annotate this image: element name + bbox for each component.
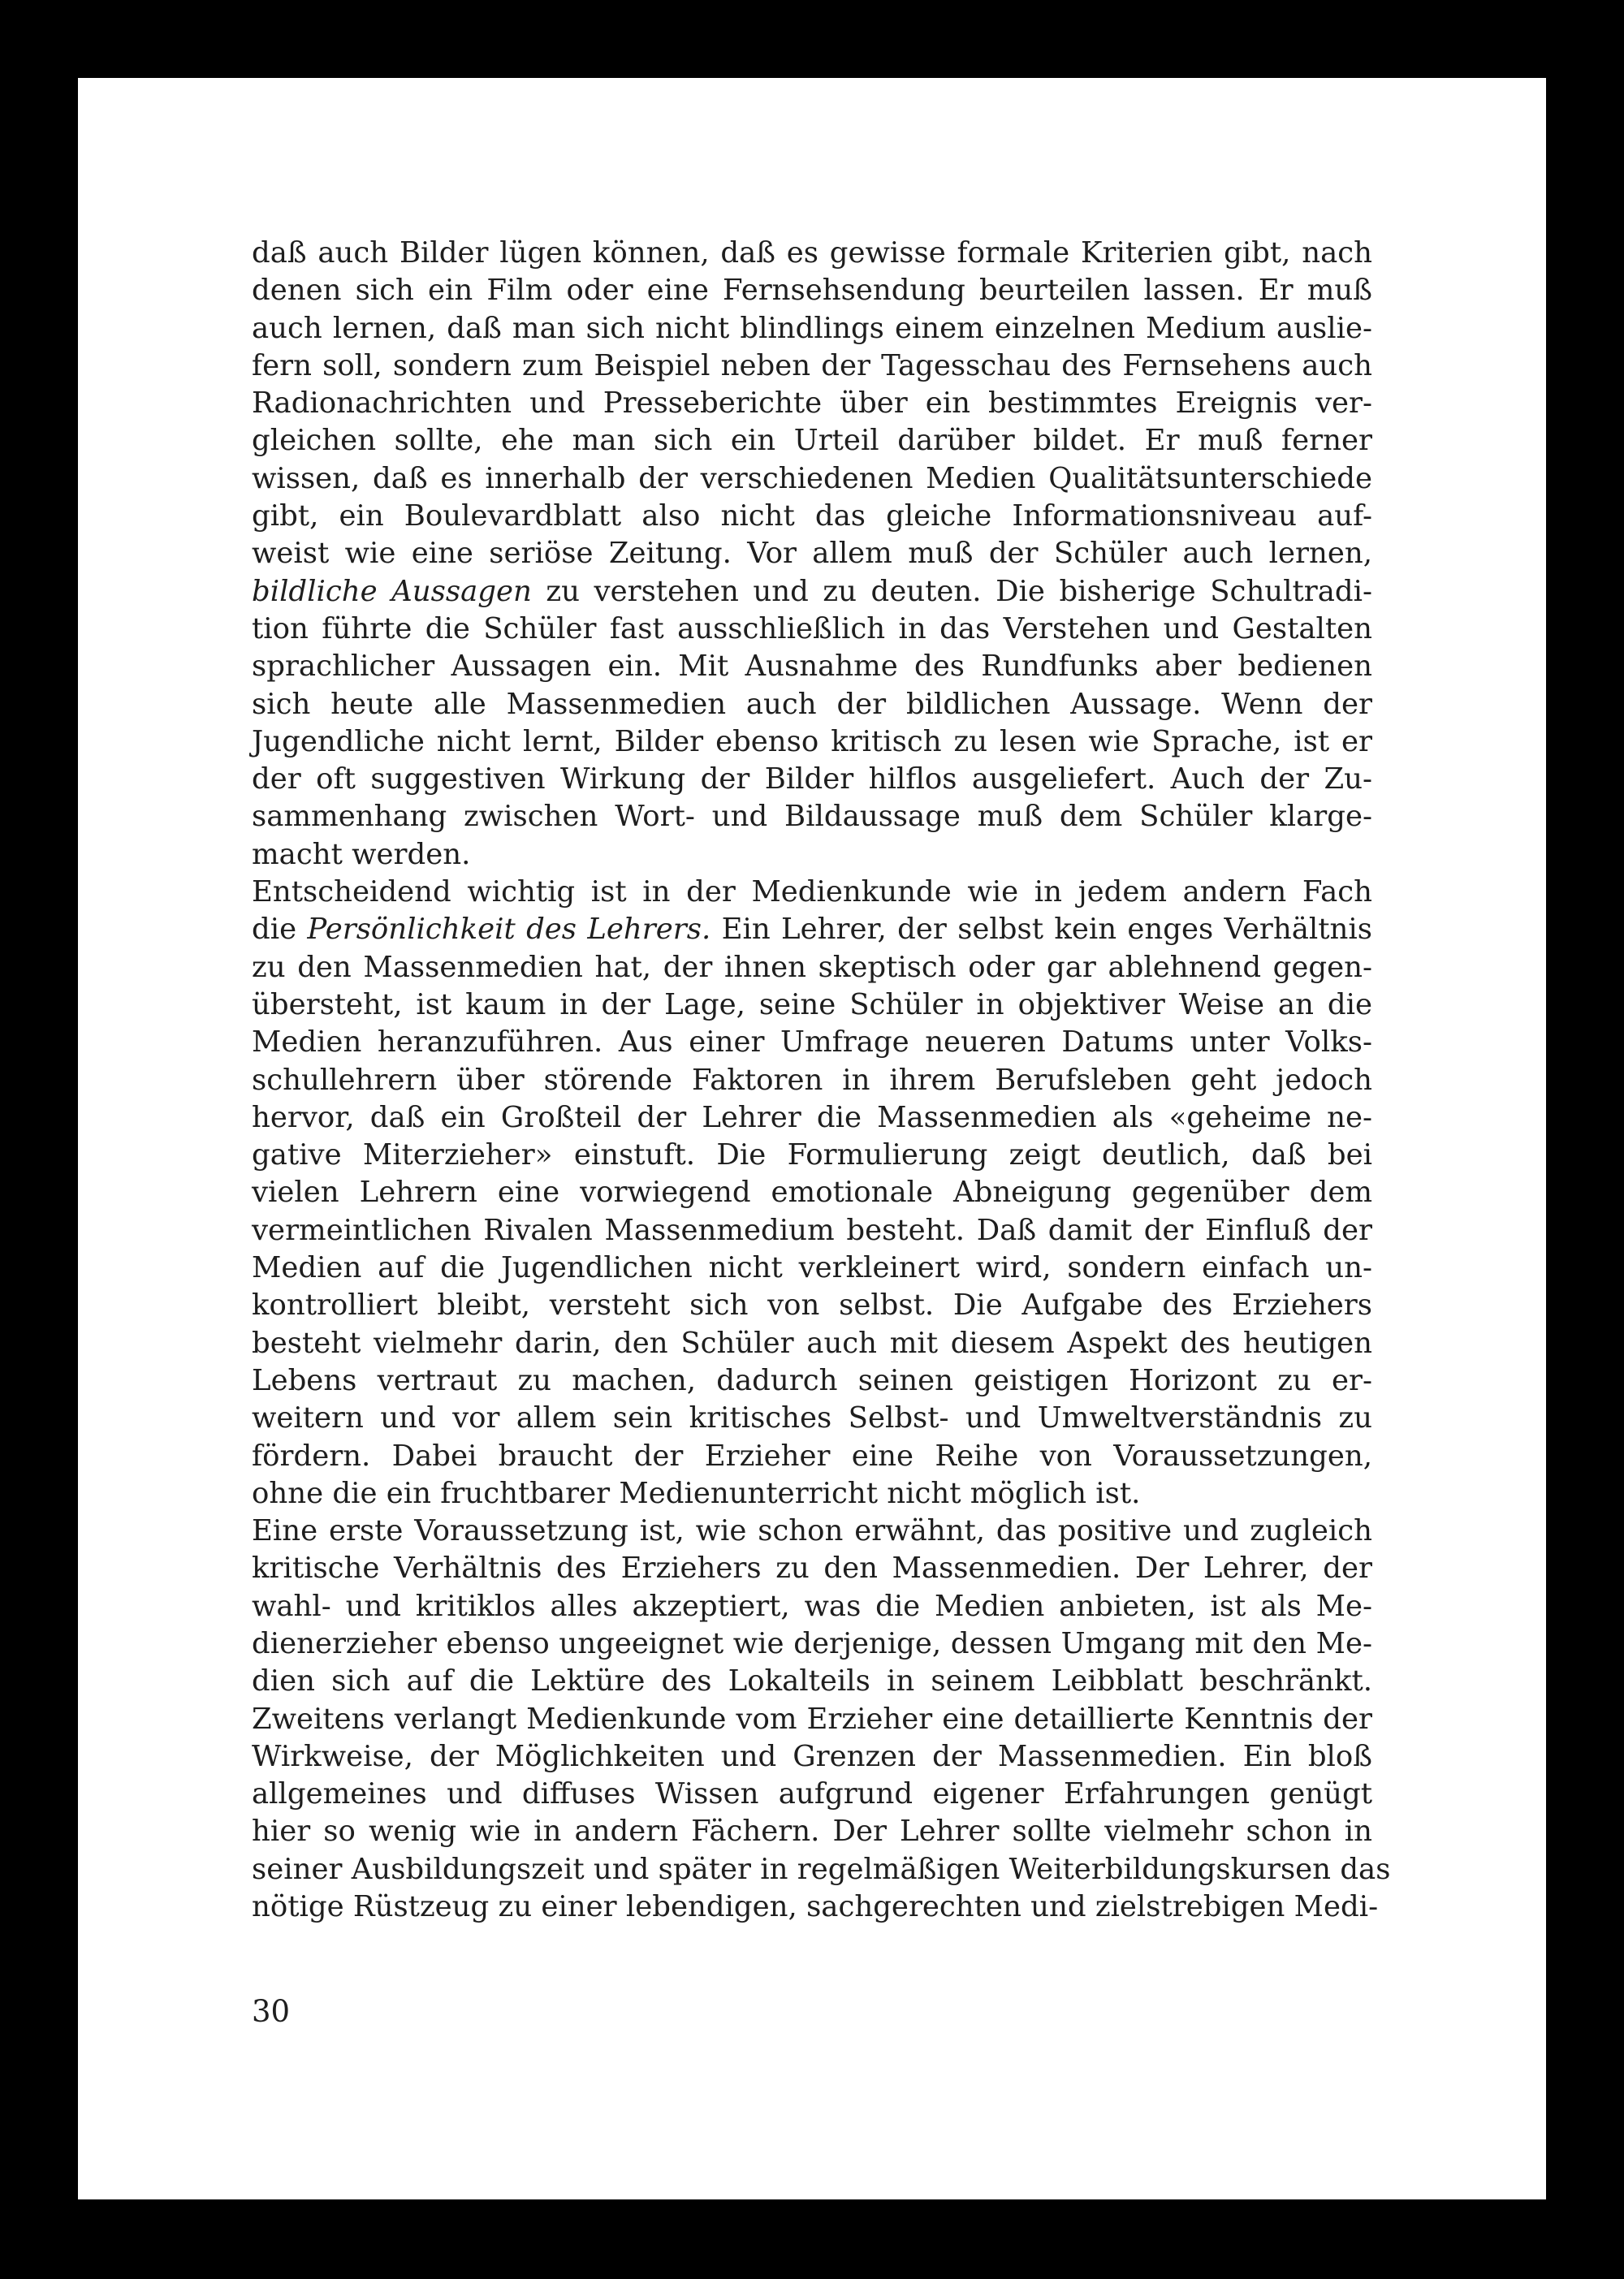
text-line: sich heute alle Massenmedien auch der bildlichen Aussage. Wenn der	[252, 687, 1372, 721]
emphasized-text: Persönlichkeit des Lehrers.	[307, 913, 711, 947]
text-line: denen sich ein Film oder eine Fernsehsendung beurteilen lassen. Er muß	[252, 274, 1372, 308]
text-line: vielen Lehrern eine vorwiegend emotionale Abneigung gegenüber dem	[252, 1176, 1372, 1210]
text-line	[252, 573, 1372, 611]
text-line: seiner Ausbildungszeit und später in regelmäßigen Weiterbildungskursen das	[252, 1852, 1391, 1886]
book-page	[78, 78, 1546, 2199]
text-line: kritische Verhältnis des Erziehers zu den Massenmedien. Der Lehrer, der	[252, 1552, 1372, 1586]
text-line: vermeintlichen Rivalen Massenmedium besteht. Daß damit der Einfluß der	[252, 1213, 1372, 1247]
text-line: weitern und vor allem sein kritisches Selbst- und Umweltverständnis zu	[252, 1401, 1372, 1435]
text-line: gibt, ein Boulevardblatt also nicht das gleiche Informationsniveau auf-	[252, 499, 1372, 533]
text-line: zu den Massenmedien hat, der ihnen skeptisch oder gar ablehnend gegen-	[252, 950, 1372, 984]
text-line: sprachlicher Aussagen ein. Mit Ausnahme des Rundfunks aber bedienen	[252, 650, 1372, 684]
text-line: kontrolliert bleibt, versteht sich von selbst. Die Aufgabe des Erziehers	[252, 1288, 1372, 1323]
text-line: dien sich auf die Lektüre des Lokalteils in seinem Leibblatt beschränkt.	[252, 1664, 1372, 1698]
line-text: Ein Lehrer, der selbst kein enges Verhältnis	[710, 913, 1372, 947]
text-line	[252, 911, 1372, 948]
text-line: macht werden.	[252, 837, 471, 871]
text-line: wissen, daß es innerhalb der verschiedenen Medien Qualitätsunterschiede	[252, 461, 1372, 495]
text-line: daß auch Bilder lügen können, daß es gewisse formale Kriterien gibt, nach	[252, 236, 1372, 270]
text-line: Lebens vertraut zu machen, dadurch seinen geistigen Horizont zu er-	[252, 1363, 1372, 1397]
text-line: hier so wenig wie in andern Fächern. Der Lehrer sollte vielmehr schon in	[252, 1815, 1372, 1849]
text-line: Medien auf die Jugendlichen nicht verkleinert wird, sondern einfach un-	[252, 1251, 1372, 1285]
line-text: zu verstehen und zu deuten. Die bisherige Schultradi-	[531, 574, 1372, 608]
page-number: 30	[252, 1994, 291, 2029]
text-line: tion führte die Schüler fast ausschließlich in das Verstehen und Gestalten	[252, 611, 1372, 645]
text-line: wahl- und kritiklos alles akzeptiert, was die Medien anbieten, ist als Me-	[252, 1589, 1372, 1623]
text-line: der oft suggestiven Wirkung der Bilder hilflos ausgeliefert. Auch der Zu-	[252, 762, 1372, 796]
text-line: allgemeines und diffuses Wissen aufgrund eigener Erfahrungen genügt	[252, 1777, 1372, 1811]
text-line: Radionachrichten und Presseberichte über ein bestimmtes Ereignis ver-	[252, 386, 1372, 421]
body-text	[252, 235, 1391, 1926]
text-line: auch lernen, daß man sich nicht blindlings einem einzelnen Medium auslie-	[252, 311, 1372, 345]
text-line: Jugendliche nicht lernt, Bilder ebenso kritisch zu lesen wie Sprache, ist er	[252, 724, 1372, 758]
text-line: fern soll, sondern zum Beispiel neben der Tagesschau des Fernsehens auch	[252, 348, 1372, 382]
text-line: gative Miterzieher» einstuft. Die Formulierung zeigt deutlich, daß bei	[252, 1138, 1372, 1172]
text-line: besteht vielmehr darin, den Schüler auch mit diesem Aspekt des heutigen	[252, 1326, 1372, 1360]
text-line: Zweitens verlangt Medienkunde vom Erzieher eine detaillierte Kenntnis der	[252, 1702, 1372, 1736]
text-line: ohne die ein fruchtbarer Medienunterricht nicht möglich ist.	[252, 1476, 1141, 1510]
line-text: die	[252, 913, 308, 947]
text-line: sammenhang zwischen Wort- und Bildaussage muß dem Schüler klarge-	[252, 800, 1372, 834]
text-line: schullehrern über störende Faktoren in ihrem Berufsleben geht jedoch	[252, 1063, 1372, 1097]
text-line: Medien heranzuführen. Aus einer Umfrage neueren Datums unter Volks-	[252, 1025, 1372, 1060]
text-line: hervor, daß ein Großteil der Lehrer die Massenmedien als «geheime ne-	[252, 1100, 1372, 1134]
text-line: nötige Rüstzeug zu einer lebendigen, sachgerechten und zielstrebigen Medi-	[252, 1890, 1379, 1924]
text-line: übersteht, ist kaum in der Lage, seine Schüler in objektiver Weise an die	[252, 987, 1372, 1021]
emphasized-text: bildliche Aussagen	[252, 574, 532, 608]
text-line: fördern. Dabei braucht der Erzieher eine Reihe von Voraussetzungen,	[252, 1439, 1372, 1473]
text-line: Wirkweise, der Möglichkeiten und Grenzen der Massenmedien. Ein bloß	[252, 1739, 1372, 1773]
text-line: weist wie eine seriöse Zeitung. Vor allem muß der Schüler auch lernen,	[252, 537, 1372, 571]
text-line: dienerzieher ebenso ungeeignet wie derjenige, dessen Umgang mit den Me-	[252, 1626, 1372, 1660]
text-line: gleichen sollte, ehe man sich ein Urteil darüber bildet. Er muß ferner	[252, 424, 1372, 458]
text-line: Entscheidend wichtig ist in der Medienkunde wie in jedem andern Fach	[252, 875, 1372, 909]
text-line: Eine erste Voraussetzung ist, wie schon erwähnt, das positive und zugleich	[252, 1514, 1372, 1548]
